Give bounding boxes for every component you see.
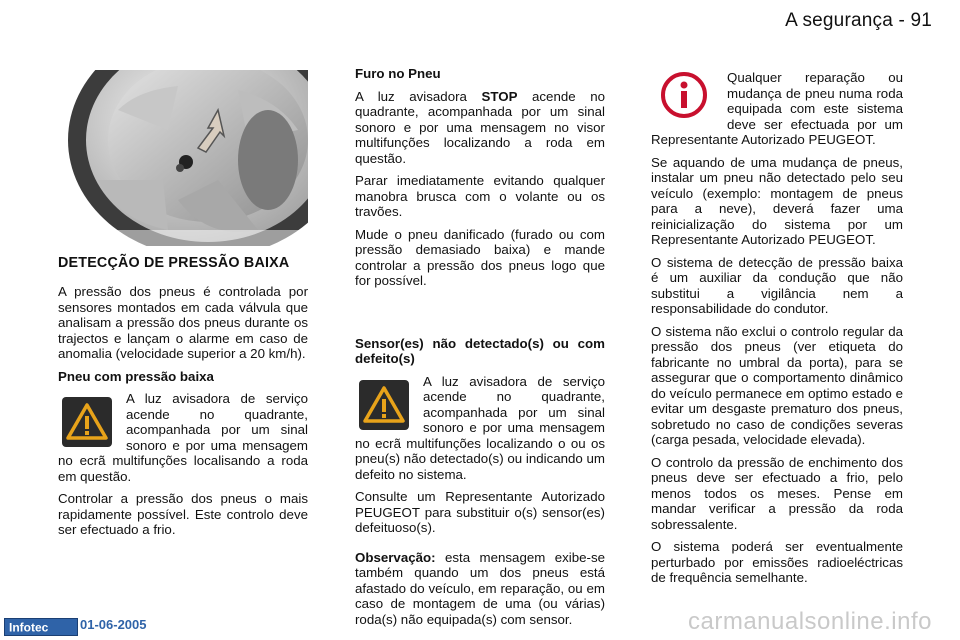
infotec-logo-text: Infotec xyxy=(9,620,49,635)
warning-block-sensor xyxy=(355,374,605,483)
stop-immediately-paragraph: Parar imediatamente evitando qualquer manobra brusca com o volante ou os travões. xyxy=(355,173,605,219)
warning-text: A luz avisadora de serviço acende no quadrante, acompanhada por um sinal sonoro e por uma mensagem no ecrã multifunções localisando a roda em questão. xyxy=(58,391,308,484)
warning-block xyxy=(58,391,308,484)
watermark: carmanualsonline.info xyxy=(688,608,932,635)
change-tyre-paragraph: Mude o pneu danificado (furado ou com pressão demasiado baixa) e mande controlar a pressão dos pneus logo que for possível. xyxy=(355,226,605,288)
page-header-title: A segurança - 91 xyxy=(785,10,932,31)
subheading-low-pressure: Pneu com pressão baixa xyxy=(58,368,214,384)
warning-triangle-icon xyxy=(62,397,112,447)
intro-paragraph: A pressão dos pneus é controlada por sensores montados em cada válvula que analisam a pressão dos pneus durante os trajectos e lançam o alarme em caso de anomalia (velocidade superior a 20 km/h). xyxy=(58,284,308,361)
infotec-logo xyxy=(4,618,78,636)
consult-paragraph: Consulte um Representante Autorizado PEUGEOT para substituir o(s) sensor(es) defeituoso(s). xyxy=(355,489,605,535)
column-middle xyxy=(355,66,605,634)
section-heading: DETECÇÃO DE PRESSÃO BAIXA xyxy=(58,255,290,271)
observation-paragraph xyxy=(355,550,605,628)
stop-text-pre: A luz avisadora xyxy=(355,88,482,104)
stop-paragraph xyxy=(355,89,605,167)
wheel-valve-photo xyxy=(58,70,308,246)
info-text: Qualquer reparação ou mudança de pneu numa roda equipada com este sistema deve ser efectuada por um Representante Autorizado PEUGEOT. xyxy=(651,70,903,147)
stop-label: STOP xyxy=(481,88,518,104)
observation-text: esta mensagem exibe-se também quando um dos pneus está afastado do veículo, em reparação, ou em caso de montagem de uma (ou várias) roda(s) não equipada(s) com sensor. xyxy=(355,549,605,627)
reset-paragraph: Se aquando de uma mudança de pneus, instalar um pneu não detectado pelo seu veículo (exemplo: montagem de pneus para a neve), deverá fazer uma reinicialização do sistema por um Representante Autorizado PEUGEOT. xyxy=(651,154,903,247)
interference-paragraph: O sistema poderá ser eventualmente perturbado por emissões radioeléctricas de frequência semelhante. xyxy=(651,539,903,585)
spacer xyxy=(355,296,605,336)
warning-triangle-icon xyxy=(359,380,409,430)
footer-date: 01-06-2005 xyxy=(80,617,147,632)
regular-check-paragraph: O sistema não exclui o controlo regular da pressão dos pneus (ver etiqueta do fabricante no umbral da porta), para se assegurar que o comportamento dinâmico do veículo permanece em optimo estado e evitar um desgaste prematuro dos pneus, sobretudo no caso de condições severas (carga pesada, velocidade elevada). xyxy=(651,323,903,447)
check-paragraph: Controlar a pressão dos pneus o mais rapidamente possível. Este controlo deve ser efectuado a frio. xyxy=(58,491,308,537)
column-left xyxy=(58,255,308,545)
subheading-sensor: Sensor(es) não detectado(s) ou com defeito(s) xyxy=(355,335,605,366)
info-circle-icon xyxy=(659,70,709,120)
monthly-check-paragraph: O controlo da pressão de enchimento dos pneus deve ser efectuado a frio, pelo menos todos os meses. Pense em mandar verificar a pressão da roda sobressalente. xyxy=(651,454,903,532)
info-block xyxy=(651,70,903,148)
stop-text-post: acende no quadrante, acompanhada por um sinal sonoro e por uma mensagem no visor multifunções localizando a roda em questão. xyxy=(355,88,605,166)
observation-label: Observação: xyxy=(355,549,436,565)
sensor-warning-text: A luz avisadora de serviço acende no quadrante, acompanhada por um sinal sonoro e por uma mensagem no ecrã multifunções localizando o ou os pneu(s) não detectado(s) ou indicando um defeito no sistema. xyxy=(355,373,605,482)
subheading-puncture: Furo no Pneu xyxy=(355,66,441,81)
column-right xyxy=(651,70,903,593)
aid-paragraph: O sistema de detecção de pressão baixa é um auxiliar da condução que não substitui a vigilância nem a responsabilidade do condutor. xyxy=(651,254,903,316)
